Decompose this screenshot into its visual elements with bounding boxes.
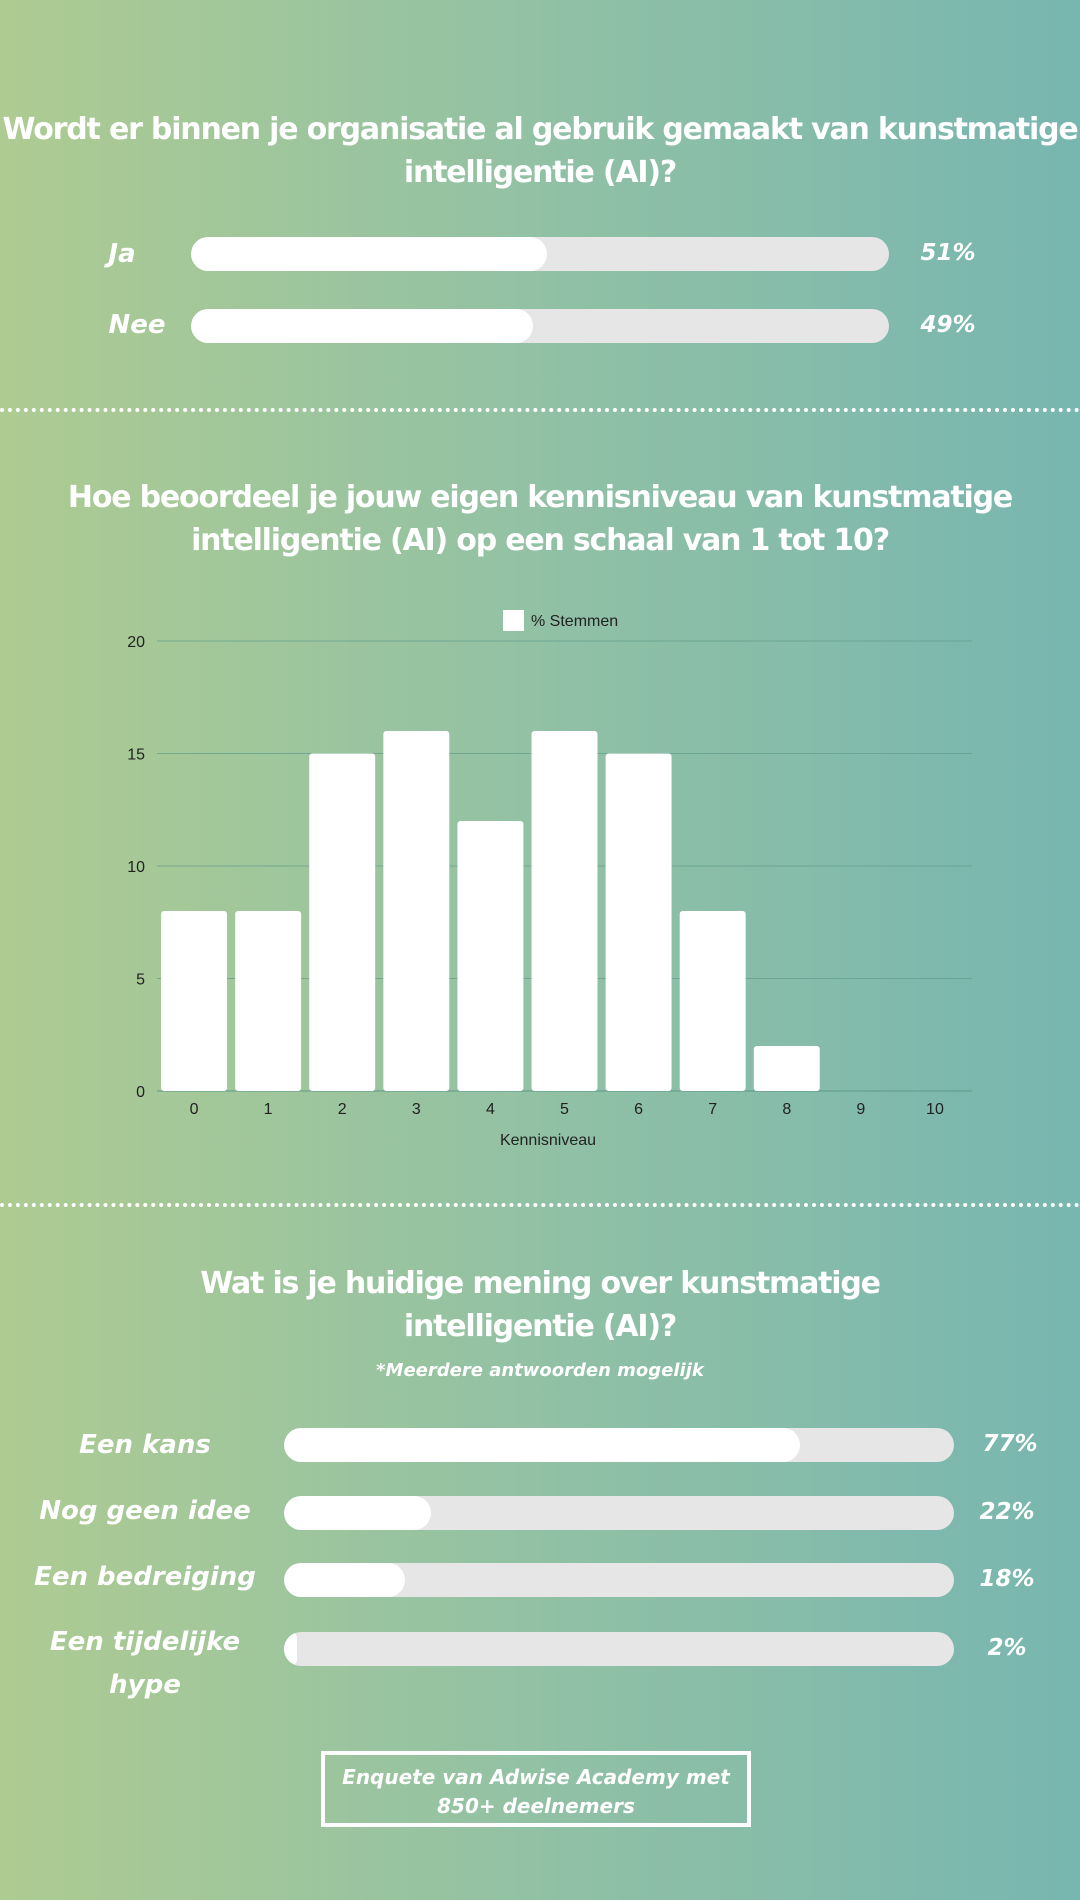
bar-level-4 <box>457 821 523 1091</box>
x-tick-label: 4 <box>485 1101 495 1118</box>
q1-fill-ja <box>191 237 547 271</box>
q3-note: *Meerdere antwoorden mogelijk <box>376 1360 704 1381</box>
q3-track-geen-idee <box>284 1496 954 1530</box>
q1-pct-nee: 49% <box>920 312 976 338</box>
divider-2 <box>0 1203 1080 1207</box>
q3-label-geen-idee: Nog geen idee <box>39 1496 251 1526</box>
x-tick-label: 9 <box>856 1101 866 1118</box>
footer-line2: 850+ deelnemers <box>437 1794 635 1818</box>
q3-pct-bedreiging: 18% <box>979 1566 1035 1592</box>
x-tick-label: 7 <box>708 1101 718 1118</box>
q3-title <box>0 1262 1080 1348</box>
x-tick-label: 6 <box>634 1101 644 1118</box>
footer-box <box>321 1751 751 1827</box>
q1-label-ja: Ja <box>108 239 136 269</box>
bar-level-5 <box>532 731 598 1091</box>
x-tick-label: 0 <box>189 1101 199 1118</box>
q3-label-hype: Een tijdelijke hype <box>49 1627 241 1700</box>
q3-track-bedreiging <box>284 1563 954 1597</box>
q3-label-bedreiging: Een bedreiging <box>34 1562 256 1592</box>
q2-title <box>0 476 1080 562</box>
knowledge-bar-chart <box>0 590 1080 1150</box>
bar-level-3 <box>383 731 449 1091</box>
q1-title-line1: Wordt er binnen je organisatie al gebruik gemaakt van kunstmatige <box>2 112 1078 147</box>
q2-title-line1: Hoe beoordeel je jouw eigen kennisniveau van kunstmatige <box>67 480 1013 515</box>
q2-title-line2: intelligentie (AI) op een schaal van 1 tot 10? <box>191 523 889 558</box>
q3-track-kans <box>284 1428 954 1462</box>
q3-fill-hype <box>284 1632 297 1666</box>
q3-label-kans: Een kans <box>79 1430 211 1460</box>
q3-pct-hype: 2% <box>987 1635 1027 1661</box>
chart-bars <box>161 731 820 1091</box>
q1-title <box>0 108 1080 194</box>
q1-track-ja <box>191 237 889 271</box>
q1-pct-ja: 51% <box>920 240 976 266</box>
bar-level-7 <box>680 911 746 1091</box>
y-tick-label: 15 <box>127 746 145 764</box>
x-tick-label: 10 <box>926 1101 944 1118</box>
bar-level-1 <box>235 911 301 1091</box>
y-tick-label: 20 <box>127 634 145 651</box>
legend-label: % Stemmen <box>531 613 619 630</box>
x-tick-label: 5 <box>560 1101 569 1118</box>
q1-fill-nee <box>191 309 533 343</box>
bar-level-8 <box>754 1046 820 1091</box>
q3-fill-geen-idee <box>284 1496 431 1530</box>
chart-legend <box>503 610 618 631</box>
y-tick-label: 10 <box>127 859 145 876</box>
bar-level-6 <box>606 754 672 1092</box>
q3-title-line1: Wat is je huidige mening over kunstmatige <box>200 1266 880 1301</box>
bar-level-2 <box>309 754 375 1092</box>
q3-fill-bedreiging <box>284 1563 405 1597</box>
q3-title-line2: intelligentie (AI)? <box>403 1309 677 1344</box>
x-tick-label: 1 <box>263 1101 273 1118</box>
x-axis-title: Kennisniveau <box>499 1132 597 1149</box>
y-tick-label: 5 <box>136 971 145 989</box>
q3-pct-geen-idee: 22% <box>979 1499 1035 1525</box>
q3-fill-kans <box>284 1428 800 1462</box>
q1-title-line2: intelligentie (AI)? <box>403 155 677 190</box>
footer-line1: Enquete van Adwise Academy met <box>342 1765 730 1789</box>
q1-track-nee <box>191 309 889 343</box>
x-tick-label: 3 <box>411 1101 421 1118</box>
divider-1 <box>0 408 1080 412</box>
q1-label-nee: Nee <box>108 310 166 340</box>
legend-swatch <box>503 610 524 631</box>
q3-track-hype <box>284 1632 954 1666</box>
x-tick-label: 2 <box>337 1101 347 1118</box>
q3-pct-kans: 77% <box>982 1431 1038 1457</box>
x-tick-label: 8 <box>782 1101 792 1118</box>
y-tick-label: 0 <box>136 1084 145 1101</box>
bar-level-0 <box>161 911 227 1091</box>
